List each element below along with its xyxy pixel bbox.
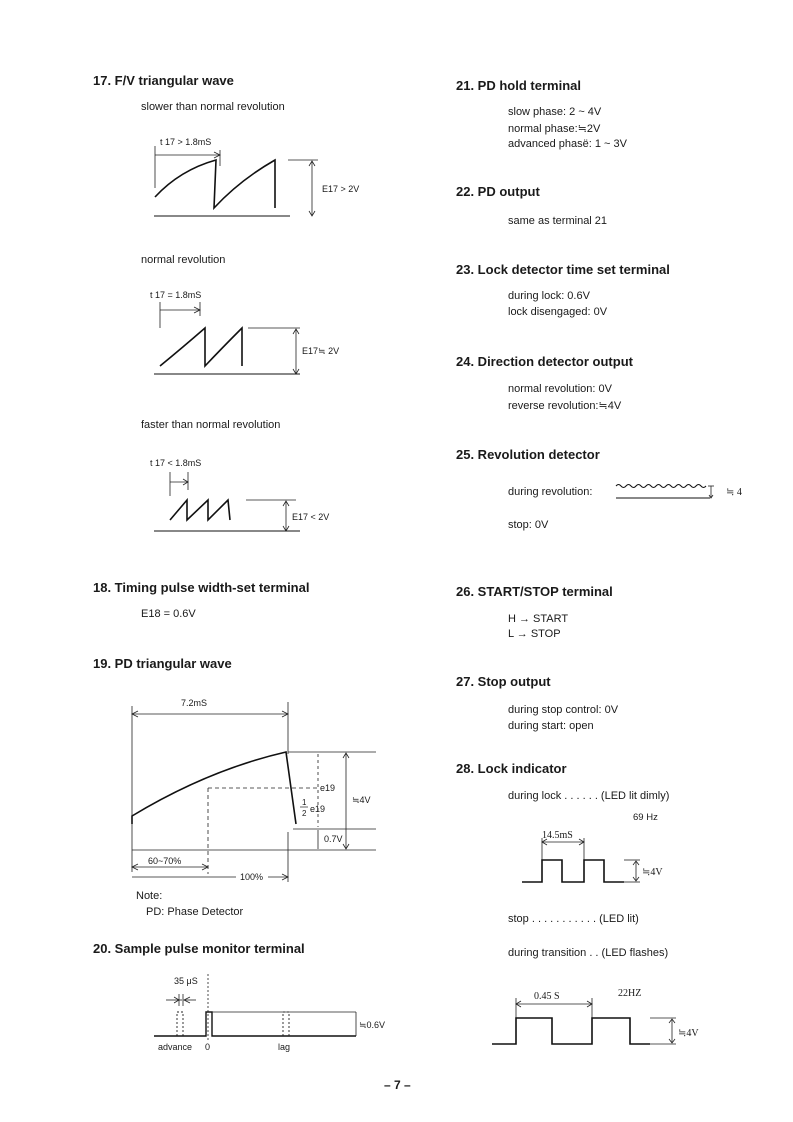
revolution-level-label: ≒ 4	[726, 487, 742, 498]
transition-pulse-diagram	[490, 982, 730, 1054]
section-25-title: 25. Revolution detector	[456, 447, 600, 462]
direction-line: reverse revolution:≒4V	[508, 400, 622, 412]
fast-amplitude-label: E17 < 2V	[292, 512, 330, 522]
section-27-title: 27. Stop output	[456, 674, 551, 689]
half-numerator: 1	[302, 798, 307, 807]
normal-period-label: t 17 = 1.8mS	[150, 290, 202, 300]
lock-period-label: 14.5mS	[542, 830, 573, 841]
e19-label: e19	[320, 783, 336, 793]
slow-waveform-diagram	[150, 130, 390, 225]
lag-pulse	[283, 1012, 289, 1036]
section-26-title: 26. START/STOP terminal	[456, 584, 613, 599]
ripple-wave	[616, 485, 706, 488]
revolution-ripple-diagram	[614, 480, 754, 506]
transition-square-wave	[492, 1018, 650, 1044]
advance-pulse	[177, 1012, 183, 1036]
section-20-title: 20. Sample pulse monitor terminal	[93, 941, 305, 956]
fast-waveform-diagram	[150, 456, 390, 538]
pd-hold-line: advanced phasë: 1 ~ 3V	[508, 138, 627, 150]
section-23-title: 23. Lock detector time set terminal	[456, 262, 670, 277]
slow-revolution-label: slower than normal revolution	[141, 101, 285, 113]
fast-sawtooth-wave	[170, 500, 230, 520]
normal-waveform-diagram	[150, 288, 390, 380]
fast-revolution-label: faster than normal revolution	[141, 419, 281, 431]
slow-period-label: t 17 > 1.8mS	[160, 137, 212, 147]
slow-sawtooth-wave	[155, 160, 275, 208]
lock-frequency-label: 69 Hz	[633, 812, 658, 823]
fast-period-label: t 17 < 1.8mS	[150, 458, 202, 468]
pd-output-text: same as terminal 21	[508, 215, 608, 227]
pd-triangular-wave-diagram	[128, 692, 388, 887]
lock-detector-line: lock disengaged: 0V	[508, 306, 608, 318]
section-19-title: 19. PD triangular wave	[93, 656, 232, 671]
pulse-baseline	[154, 1012, 356, 1036]
pd-hold-line: slow phase: 2 ~ 4V	[508, 106, 602, 118]
half-denominator: 2	[302, 809, 307, 818]
start-stop-line: H → START	[508, 613, 569, 625]
section-28-title: 28. Lock indicator	[456, 761, 567, 776]
lock-detector-line: during lock: 0.6V	[508, 290, 590, 302]
lock-pulse-diagram	[520, 826, 690, 888]
start-stop-line: L → STOP	[508, 628, 561, 640]
pd-amplitude-label: ≒4V	[352, 795, 371, 805]
transition-amplitude-label: ≒4V	[678, 1028, 699, 1039]
advance-label: advance	[158, 1042, 193, 1052]
transition-led-text: during transition . . (LED flashes)	[508, 947, 669, 959]
section-24-title: 24. Direction detector output	[456, 354, 633, 369]
section-18-title: 18. Timing pulse width-set terminal	[93, 580, 310, 595]
stop-output-line: during start: open	[508, 720, 594, 732]
direction-line: normal revolution: 0V	[508, 383, 612, 395]
pct-60-70-label: 60~70%	[148, 856, 182, 866]
normal-revolution-label: normal revolution	[141, 254, 226, 266]
lag-label: lag	[278, 1042, 291, 1052]
stop-level-text: stop: 0V	[508, 519, 549, 531]
half-e19-label: e19	[310, 804, 326, 814]
timing-pulse-value: E18 = 0.6V	[141, 608, 196, 620]
slow-amplitude-label: E17 > 2V	[322, 184, 360, 194]
normal-amplitude-label: E17≒ 2V	[302, 346, 340, 356]
during-lock-text: during lock . . . . . . (LED lit dimly)	[508, 790, 670, 802]
note-label: Note:	[136, 890, 163, 902]
stop-led-text: stop . . . . . . . . . . . (LED lit)	[508, 913, 639, 925]
sample-pulse-diagram	[150, 970, 390, 1060]
note-text: PD: Phase Detector	[146, 906, 244, 918]
lock-square-wave	[522, 860, 624, 882]
section-21-title: 21. PD hold terminal	[456, 78, 581, 93]
section-17-title: 17. F/V triangular wave	[93, 73, 234, 88]
lock-amplitude-label: ≒4V	[642, 867, 663, 878]
page-number: – 7 –	[384, 1078, 411, 1092]
during-revolution-label: during revolution:	[508, 486, 593, 498]
pulse-width-label: 35 μS	[174, 976, 198, 986]
zero-label: 0	[205, 1042, 211, 1052]
pd-hold-line: normal phase:≒2V	[508, 123, 601, 135]
transition-period-label: 0.45 S	[534, 991, 560, 1002]
offset-label: 0.7V	[324, 834, 343, 844]
normal-sawtooth-wave	[160, 328, 242, 366]
pct-100-label: 100%	[240, 872, 264, 882]
pulse-level-label: ≒0.6V	[359, 1020, 386, 1030]
section-22-title: 22. PD output	[456, 184, 540, 199]
stop-output-line: during stop control: 0V	[508, 704, 619, 716]
transition-frequency-label: 22HZ	[618, 988, 642, 999]
pd-period-label: 7.2mS	[181, 698, 208, 708]
